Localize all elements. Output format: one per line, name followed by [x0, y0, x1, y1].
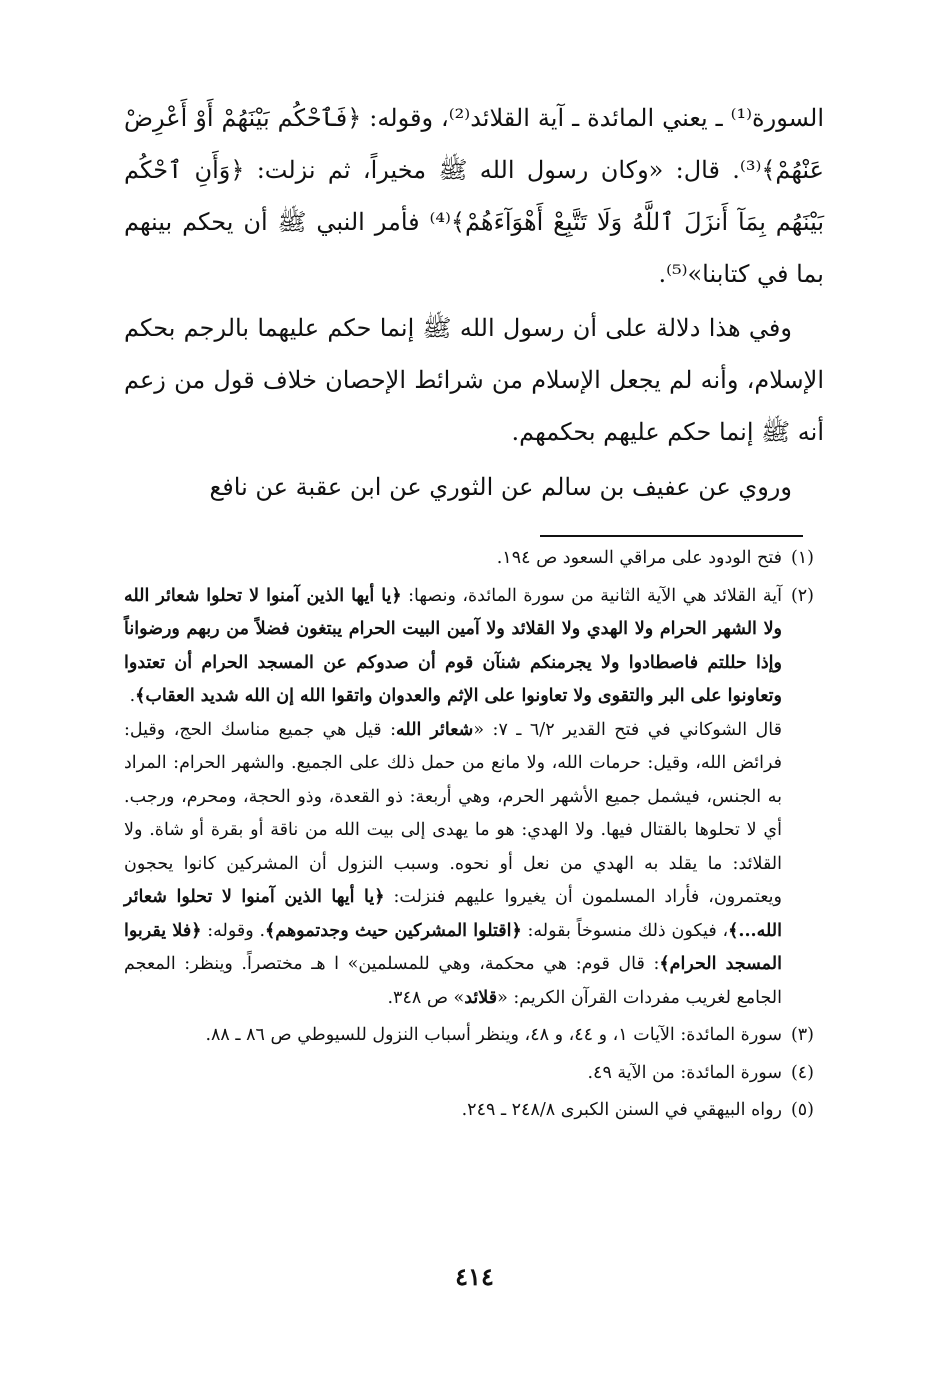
commentary-term: قلائد	[464, 987, 498, 1008]
commentary-term: شعائر الله	[396, 719, 474, 740]
footnote-number: (٥)	[790, 1100, 814, 1120]
footnote-2	[124, 580, 814, 1016]
quran-verse: ﴿يا أيها الذين آمنوا لا تحلوا شعائر الله ولا الشهر الحرام ولا الهدي ولا القلائد ولا آمين البيت الحرام يبتغون فضلاً من ربهم ورضواناً وإذا حللتم فاصطادوا ولا يجرمنكم شنآن قوم أن صدوكم عن المسجد الحرام أن تعتدوا وتعاونوا على البر والتقوى ولا تعاونوا على الإثم والعدوان واتقوا الله إن الله شديد العقاب﴾	[124, 585, 783, 706]
footnote-text: سورة المائدة: الآيات ١، و ٤٤، و ٤٨، وينظر أسباب النزول للسيوطي ص ٨٦ ـ ٨٨.	[205, 1025, 782, 1045]
footnote-1	[124, 542, 814, 576]
footnote-5	[124, 1094, 814, 1128]
main-paragraph-1	[124, 92, 824, 300]
footnote-4	[124, 1057, 814, 1091]
commentary-text: . وقوله:	[201, 920, 266, 941]
footnote-verse-paragraph	[124, 580, 782, 714]
footnote-number: (٣)	[790, 1025, 814, 1045]
quran-verse: ﴿يا أيها الذين آمنوا لا تحلوا شعائر الله...﴾	[124, 887, 782, 941]
paragraph-text: وفي هذا دلالة على أن رسول الله ﷺ إنما حكم عليهما بالرجم بحكم الإسلام، وأنه لم يجعل الإسلام من شرائط الإحصان خلاف قول من زعم أنه ﷺ إنما حكم عليهم بحكمهم.	[124, 314, 824, 446]
footnote-intro: آية القلائد هي الآية الثانية من سورة المائدة، ونصها:	[401, 585, 782, 606]
footnote-number: (٢)	[790, 585, 814, 606]
footnote-text: فتح الودود على مراقي السعود ص ١٩٤.	[496, 548, 782, 568]
commentary-text: » ص ٣٤٨.	[387, 987, 465, 1008]
footnote-3	[124, 1019, 814, 1053]
footnote-number: (٤)	[790, 1062, 814, 1083]
footnote-separator	[540, 535, 803, 537]
commentary-text: : قال قوم: هي محكمة، وهي للمسلمين» ا هـ مختصراً. وينظر: المعجم الجامع لغريب مفردات القرآن الكريم: «	[124, 954, 782, 1008]
commentary-text: : قيل هي جميع مناسك الحج، وقيل: فرائض الله، وقيل: حرمات الله، ولا مانع من حمل ذلك على الجميع. والشهر الحرام: المراد به الجنس، فيشمل جميع الأشهر الحرم، وهي أربعة: ذو القعدة، وذو الحجة، ومحرم، ورجب. أي لا تحلوها بالقتال فيها. ولا الهدي: هو ما يهدى إلى بيت الله من ناقة أو بقرة أو شاة. ولا القلائد: ما يقلد به الهدي من نعل أو نحوه. وسبب النزول أن المشركين كانوا يحجون ويعتمرون، فأراد المسلمون أن يغيروا عليهم فنزلت:	[124, 719, 782, 907]
quran-verse: ﴿اقتلوا المشركين حيث وجدتموهم﴾	[265, 920, 522, 941]
footnotes	[124, 542, 814, 1132]
footnote-number: (١)	[790, 548, 814, 568]
footnote-text: رواه البيهقي في السنن الكبرى ٢٤٨/٨ ـ ٢٤٩.	[461, 1100, 782, 1120]
paragraph-text: السورة⁽¹⁾ ـ يعني المائدة ـ آية القلائد⁽²⁾، وقوله: ﴿فَٱحْكُم بَيْنَهُمْ أَوْ أَعْرِضْ عَنْهُمْ﴾⁽³⁾. قال: «وكان رسول الله ﷺ مخيراً، ثم نزلت: ﴿وَأَنِ ٱحْكُم بَيْنَهُم بِمَآ أَنزَلَ ٱللَّهُ وَلَا تَتَّبِعْ أَهْوَآءَهُمْ﴾⁽⁴⁾ فأمر النبي ﷺ أن يحكم بينهم بما في كتابنا»⁽⁵⁾.	[124, 104, 825, 288]
footnote-commentary	[124, 714, 782, 1016]
quran-verse: ﴿فلا يقربوا المسجد الحرام﴾	[124, 920, 782, 974]
paragraph-text: وروي عن عفيف بن سالم عن الثوري عن ابن عقبة عن نافع	[209, 473, 792, 501]
commentary-text: ، فيكون ذلك منسوخاً بقوله:	[521, 920, 729, 941]
page-number: ٤١٤	[455, 1262, 494, 1291]
footnote-text: سورة المائدة: من الآية ٤٩.	[587, 1062, 782, 1083]
verse-end: .	[129, 686, 136, 706]
commentary-text: قال الشوكاني في فتح القدير ٦/٢ ـ ٧: «	[473, 719, 782, 740]
main-paragraph-3	[124, 461, 824, 513]
main-paragraph-2	[124, 302, 824, 458]
